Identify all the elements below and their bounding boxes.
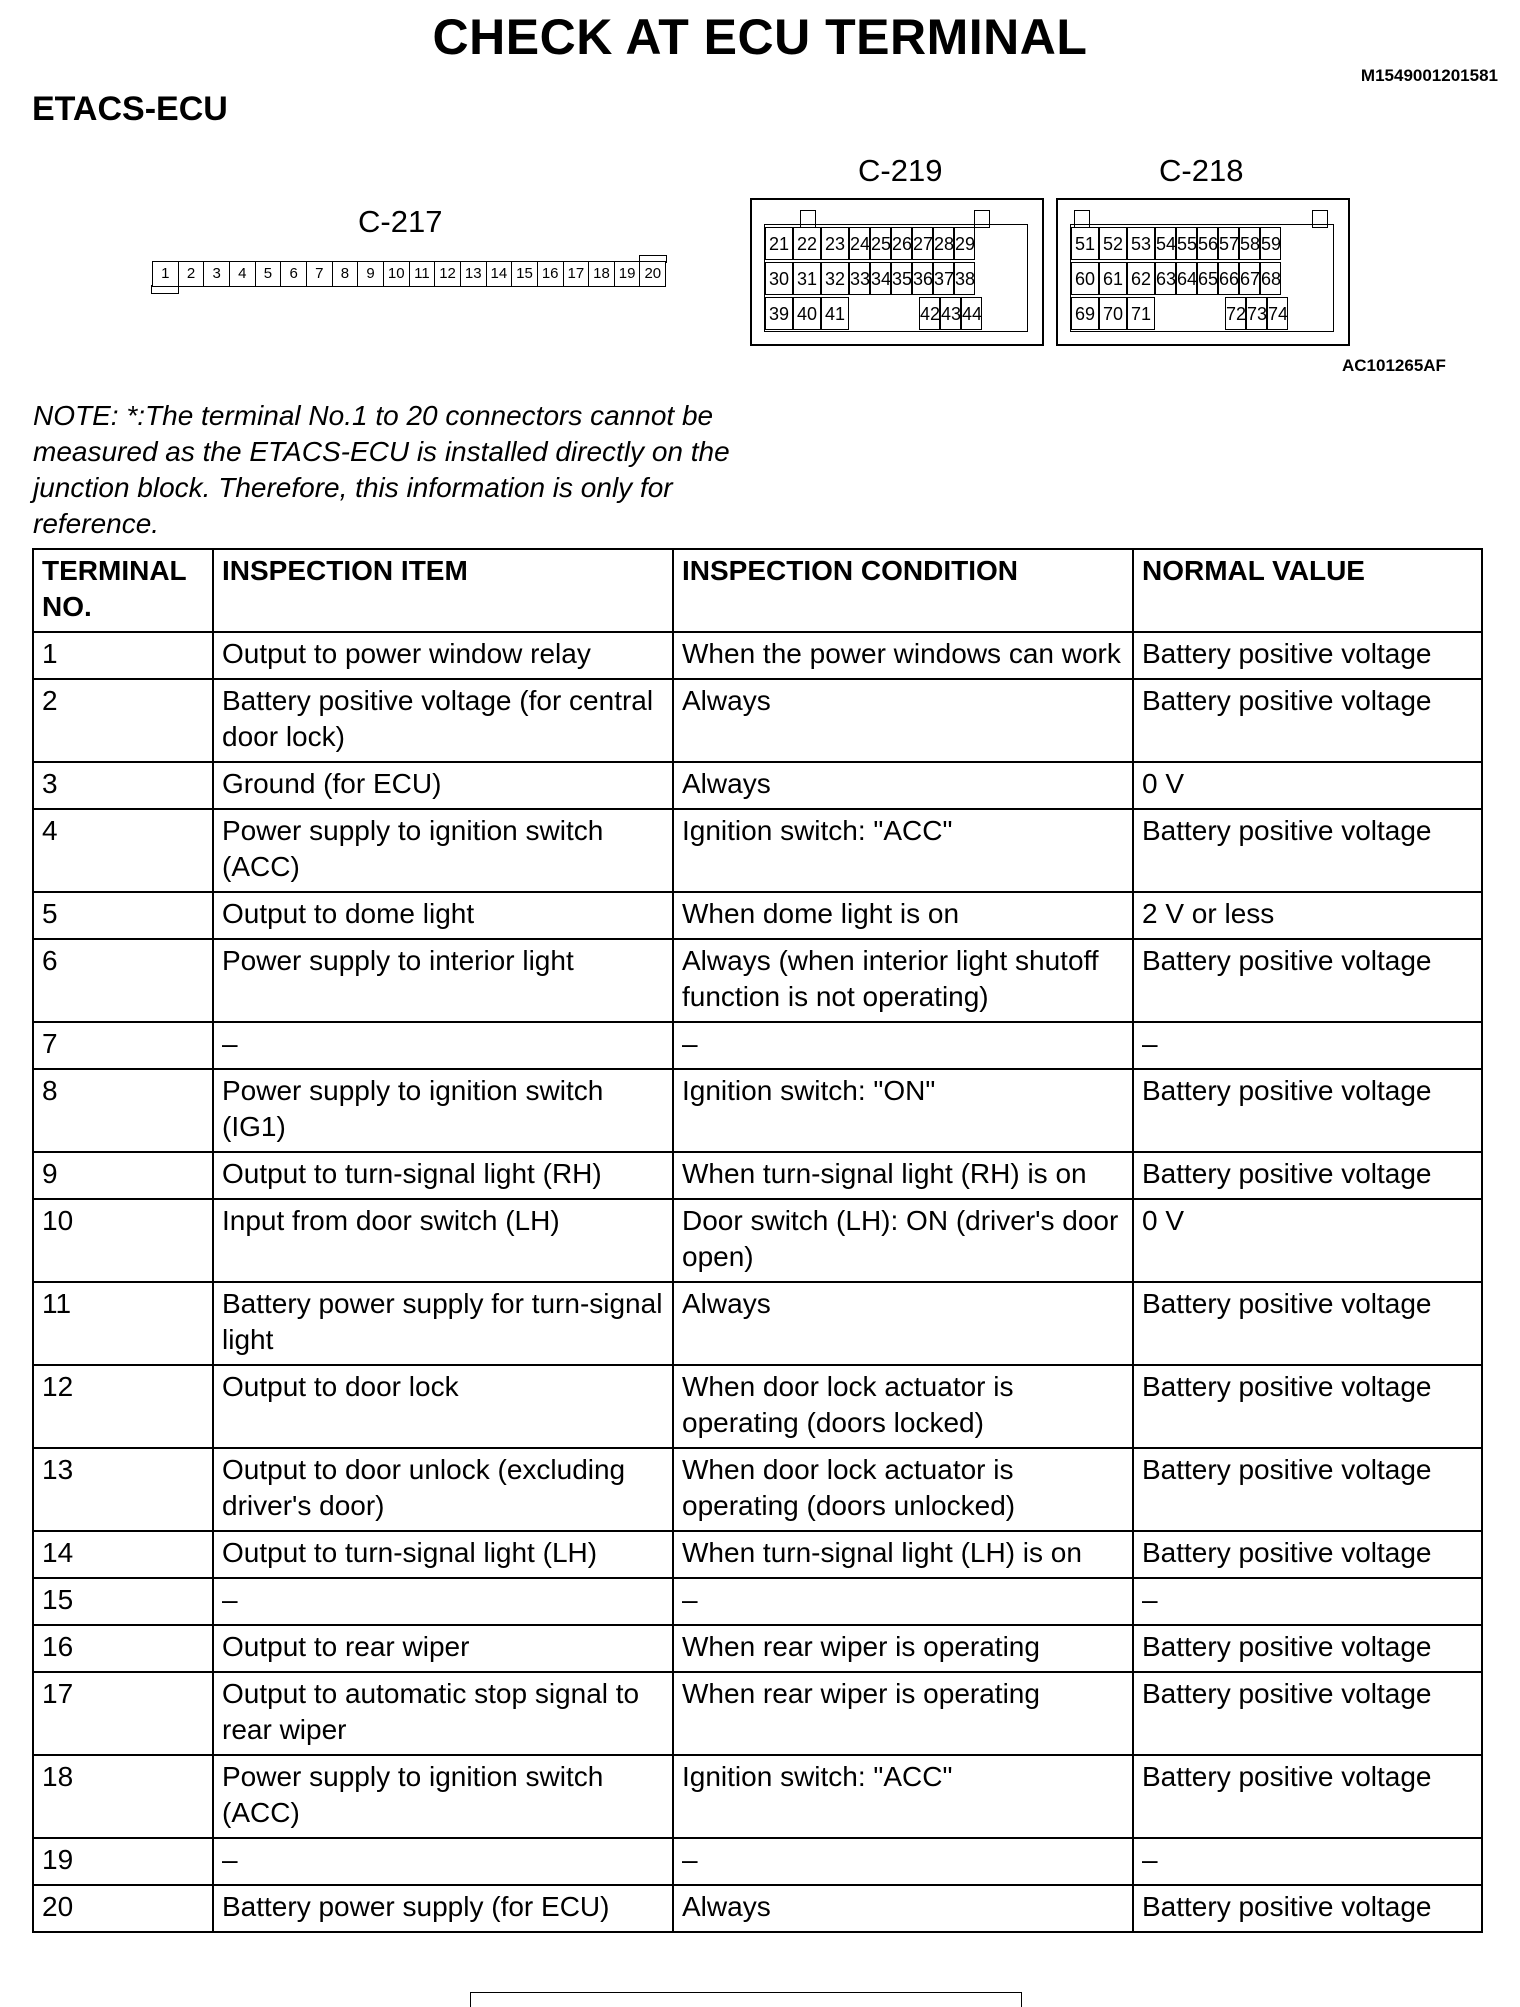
cell-inspection-item: Output to door unlock (excluding driver's door) (213, 1448, 673, 1531)
cell-inspection-condition: When rear wiper is operating (673, 1625, 1133, 1672)
table-row (33, 1755, 1482, 1838)
connector-pin-row (1071, 227, 1281, 260)
cell-terminal-no: 10 (33, 1199, 213, 1282)
cell-terminal-no: 11 (33, 1282, 213, 1365)
table-row (33, 1022, 1482, 1069)
connector-pin: 51 (1071, 227, 1099, 260)
connector-c219-label: C-219 (858, 153, 943, 188)
connector-pin: 10 (384, 262, 410, 286)
cell-normal-value: 0 V (1133, 1199, 1482, 1282)
connector-pin-row (1071, 297, 1288, 330)
cell-normal-value: Battery positive voltage (1133, 1069, 1482, 1152)
connector-pin: 53 (1127, 227, 1155, 260)
cell-normal-value: Battery positive voltage (1133, 632, 1482, 679)
connector-gap (1155, 297, 1225, 330)
cell-inspection-item: Output to automatic stop signal to rear wiper (213, 1672, 673, 1755)
cell-inspection-item: Input from door switch (LH) (213, 1199, 673, 1282)
cell-inspection-item: Power supply to ignition switch (ACC) (213, 809, 673, 892)
document-id: M1549001201581 (1360, 66, 1498, 85)
connector-pin: 21 (765, 227, 793, 260)
cell-inspection-item: Power supply to ignition switch (ACC) (213, 1755, 673, 1838)
connector-pin: 35 (891, 262, 912, 295)
cell-normal-value: Battery positive voltage (1133, 1448, 1482, 1531)
connector-pin-row (765, 262, 975, 295)
connector-pin: 3 (204, 262, 230, 286)
connector-pin: 5 (256, 262, 282, 286)
cell-terminal-no: 18 (33, 1755, 213, 1838)
header-inspection-item: INSPECTION ITEM (213, 549, 673, 632)
cell-normal-value: Battery positive voltage (1133, 1282, 1482, 1365)
connector-pin: 29 (954, 227, 975, 260)
connector-pin: 26 (891, 227, 912, 260)
cell-terminal-no: 19 (33, 1838, 213, 1885)
table-row (33, 1672, 1482, 1755)
connector-pin: 9 (358, 262, 384, 286)
connector-c217-label: C-217 (358, 204, 443, 239)
table-row (33, 1152, 1482, 1199)
terminal-inspection-table (32, 548, 1483, 1933)
cell-terminal-no: 2 (33, 679, 213, 762)
table-row (33, 892, 1482, 939)
connector-c218-label: C-218 (1159, 153, 1244, 188)
figure-id: AC101265AF (1342, 356, 1446, 375)
cell-normal-value: – (1133, 1022, 1482, 1069)
cell-inspection-condition: When dome light is on (673, 892, 1133, 939)
cell-inspection-item: Ground (for ECU) (213, 762, 673, 809)
cell-inspection-condition: Always (673, 679, 1133, 762)
connector-pin: 52 (1099, 227, 1127, 260)
cell-inspection-item: Output to rear wiper (213, 1625, 673, 1672)
connector-pin: 31 (793, 262, 821, 295)
connector-pin: 73 (1246, 297, 1267, 330)
cell-terminal-no: 7 (33, 1022, 213, 1069)
cell-terminal-no: 8 (33, 1069, 213, 1152)
cell-inspection-item: Battery positive voltage (for central door lock) (213, 679, 673, 762)
cell-normal-value: Battery positive voltage (1133, 679, 1482, 762)
reference-note: NOTE: *:The terminal No.1 to 20 connectors cannot be measured as the ETACS-ECU is installed directly on the junction block. Therefore, this information is only for reference. (33, 400, 730, 539)
connector-c218-diagram (1056, 198, 1350, 346)
cell-inspection-condition: – (673, 1578, 1133, 1625)
cell-terminal-no: 15 (33, 1578, 213, 1625)
cell-inspection-condition: Ignition switch: "ACC" (673, 809, 1133, 892)
connector-pin: 4 (230, 262, 256, 286)
cell-inspection-condition: When the power windows can work (673, 632, 1133, 679)
connector-pin-row (765, 297, 982, 330)
cell-normal-value: – (1133, 1838, 1482, 1885)
connector-pin: 66 (1218, 262, 1239, 295)
cell-inspection-item: Output to turn-signal light (RH) (213, 1152, 673, 1199)
connector-pin: 25 (870, 227, 891, 260)
header-terminal-no: TERMINAL NO. (33, 549, 213, 632)
connector-pin: 71 (1127, 297, 1155, 330)
connector-pin: 12 (435, 262, 461, 286)
connector-pin: 38 (954, 262, 975, 295)
connector-pin: 18 (589, 262, 615, 286)
connector-pin: 60 (1071, 262, 1099, 295)
connector-pin: 33 (849, 262, 870, 295)
cell-inspection-condition: Ignition switch: "ON" (673, 1069, 1133, 1152)
cell-normal-value: Battery positive voltage (1133, 1885, 1482, 1932)
cell-inspection-condition: – (673, 1838, 1133, 1885)
connector-pin: 30 (765, 262, 793, 295)
cell-inspection-item: – (213, 1578, 673, 1625)
connector-pin: 37 (933, 262, 954, 295)
table-row (33, 1282, 1482, 1365)
connector-tab (639, 255, 667, 263)
table-row (33, 939, 1482, 1022)
cell-inspection-item: – (213, 1022, 673, 1069)
cell-terminal-no: 5 (33, 892, 213, 939)
cell-inspection-condition: When door lock actuator is operating (doors unlocked) (673, 1448, 1133, 1531)
table-row (33, 1069, 1482, 1152)
connector-pin: 34 (870, 262, 891, 295)
cell-inspection-condition: When rear wiper is operating (673, 1672, 1133, 1755)
cell-inspection-condition: – (673, 1022, 1133, 1069)
connector-pin: 13 (461, 262, 487, 286)
connector-pin: 55 (1176, 227, 1197, 260)
cell-terminal-no: 12 (33, 1365, 213, 1448)
connector-pin: 54 (1155, 227, 1176, 260)
connector-pin: 62 (1127, 262, 1155, 295)
connector-c217-diagram (152, 261, 666, 287)
connector-pin: 39 (765, 297, 793, 330)
cell-inspection-item: Output to turn-signal light (LH) (213, 1531, 673, 1578)
next-page-box-edge (470, 1992, 1022, 2007)
connector-pin: 2 (179, 262, 205, 286)
connector-pin-row (1071, 262, 1281, 295)
connector-pin-grid (764, 224, 1028, 332)
cell-normal-value: Battery positive voltage (1133, 1531, 1482, 1578)
connector-pin: 20 (644, 265, 662, 282)
cell-inspection-condition: Always (673, 762, 1133, 809)
connector-pin: 32 (821, 262, 849, 295)
cell-terminal-no: 4 (33, 809, 213, 892)
table-row (33, 762, 1482, 809)
cell-normal-value: Battery positive voltage (1133, 809, 1482, 892)
cell-inspection-condition: Door switch (LH): ON (driver's door open) (673, 1199, 1133, 1282)
connector-pin: 22 (793, 227, 821, 260)
header-inspection-condition: INSPECTION CONDITION (673, 549, 1133, 632)
connector-pin: 64 (1176, 262, 1197, 295)
cell-inspection-condition: When door lock actuator is operating (doors locked) (673, 1365, 1133, 1448)
connector-pin: 40 (793, 297, 821, 330)
table-row (33, 1365, 1482, 1448)
connector-tab (151, 285, 179, 294)
cell-terminal-no: 9 (33, 1152, 213, 1199)
connector-pin: 58 (1239, 227, 1260, 260)
table-row (33, 632, 1482, 679)
table-row (33, 1578, 1482, 1625)
cell-normal-value: 2 V or less (1133, 892, 1482, 939)
connector-pin: 6 (281, 262, 307, 286)
table-row (33, 1448, 1482, 1531)
cell-normal-value: Battery positive voltage (1133, 1625, 1482, 1672)
table-row (33, 1838, 1482, 1885)
connector-pin: 19 (615, 262, 641, 286)
connector-pin: 16 (538, 262, 564, 286)
connector-pin: 57 (1218, 227, 1239, 260)
connector-pin: 44 (961, 297, 982, 330)
connector-gap (849, 297, 919, 330)
table-row (33, 1885, 1482, 1932)
connector-pin: 1 (153, 262, 179, 286)
cell-inspection-item: Output to dome light (213, 892, 673, 939)
connector-pin: 27 (912, 227, 933, 260)
cell-inspection-condition: When turn-signal light (LH) is on (673, 1531, 1133, 1578)
cell-inspection-condition: Always (673, 1885, 1133, 1932)
cell-terminal-no: 1 (33, 632, 213, 679)
connector-pin-row (765, 227, 975, 260)
connector-pin-grid (1070, 224, 1334, 332)
connector-pin: 36 (912, 262, 933, 295)
connector-pin: 59 (1260, 227, 1281, 260)
header-normal-value: NORMAL VALUE (1133, 549, 1482, 632)
cell-inspection-item: Power supply to ignition switch (IG1) (213, 1069, 673, 1152)
cell-normal-value: 0 V (1133, 762, 1482, 809)
connector-pin: 11 (410, 262, 436, 286)
connector-pin: 15 (512, 262, 538, 286)
cell-inspection-condition: Ignition switch: "ACC" (673, 1755, 1133, 1838)
connector-pin: 61 (1099, 262, 1127, 295)
table-row (33, 679, 1482, 762)
connector-c219-diagram (750, 198, 1044, 346)
cell-terminal-no: 16 (33, 1625, 213, 1672)
section-heading: ETACS-ECU (32, 90, 228, 128)
table-row (33, 1531, 1482, 1578)
connector-pin: 67 (1239, 262, 1260, 295)
cell-terminal-no: 3 (33, 762, 213, 809)
cell-normal-value: Battery positive voltage (1133, 1755, 1482, 1838)
connector-pin: 42 (919, 297, 940, 330)
connector-pin: 70 (1099, 297, 1127, 330)
connector-pin: 17 (564, 262, 590, 286)
cell-inspection-item: Battery power supply for turn-signal light (213, 1282, 673, 1365)
connector-pin: 56 (1197, 227, 1218, 260)
connector-pin: 41 (821, 297, 849, 330)
cell-inspection-condition: When turn-signal light (RH) is on (673, 1152, 1133, 1199)
table-header-row (33, 549, 1482, 632)
connector-pin: 24 (849, 227, 870, 260)
table-row (33, 1625, 1482, 1672)
connector-pin: 63 (1155, 262, 1176, 295)
connector-pin: 68 (1260, 262, 1281, 295)
cell-inspection-item: Output to door lock (213, 1365, 673, 1448)
cell-terminal-no: 17 (33, 1672, 213, 1755)
cell-terminal-no: 20 (33, 1885, 213, 1932)
connector-pin: 69 (1071, 297, 1099, 330)
connector-pin: 72 (1225, 297, 1246, 330)
cell-inspection-item: Output to power window relay (213, 632, 673, 679)
cell-normal-value: Battery positive voltage (1133, 1152, 1482, 1199)
connector-pin: 8 (333, 262, 359, 286)
cell-inspection-condition: Always (673, 1282, 1133, 1365)
connector-pin: 28 (933, 227, 954, 260)
cell-inspection-item: Power supply to interior light (213, 939, 673, 1022)
cell-normal-value: Battery positive voltage (1133, 1672, 1482, 1755)
cell-normal-value: Battery positive voltage (1133, 939, 1482, 1022)
cell-terminal-no: 14 (33, 1531, 213, 1578)
cell-inspection-item: – (213, 1838, 673, 1885)
table-row (33, 1199, 1482, 1282)
connector-pin: 23 (821, 227, 849, 260)
cell-terminal-no: 13 (33, 1448, 213, 1531)
page-title: CHECK AT ECU TERMINAL (432, 9, 1088, 65)
cell-terminal-no: 6 (33, 939, 213, 1022)
table-row (33, 809, 1482, 892)
connector-pin: 14 (487, 262, 513, 286)
connector-pin: 74 (1267, 297, 1288, 330)
cell-normal-value: Battery positive voltage (1133, 1365, 1482, 1448)
connector-pin: 43 (940, 297, 961, 330)
connector-pin: 7 (307, 262, 333, 286)
connector-pin: 65 (1197, 262, 1218, 295)
cell-inspection-condition: Always (when interior light shutoff function is not operating) (673, 939, 1133, 1022)
cell-inspection-item: Battery power supply (for ECU) (213, 1885, 673, 1932)
cell-normal-value: – (1133, 1578, 1482, 1625)
